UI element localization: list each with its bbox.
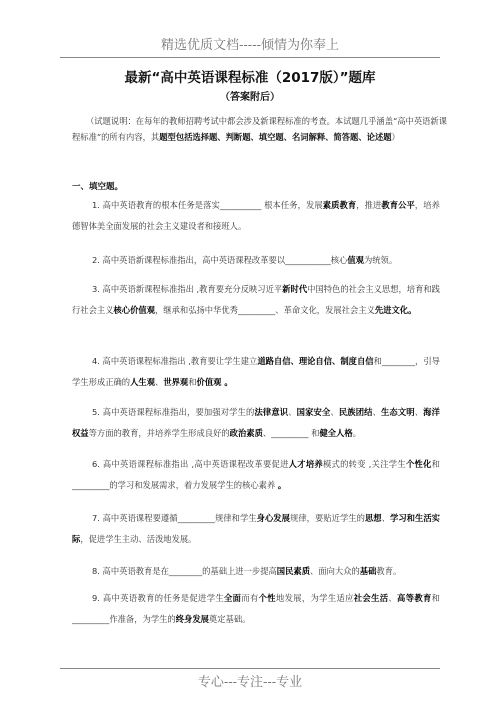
q6-text: 模式的转变 ,关注学生 xyxy=(322,459,406,469)
q8-text: 教育。 xyxy=(376,566,402,576)
q4-text: 、 xyxy=(155,377,164,387)
q3-bold: 先进文化。 xyxy=(374,305,417,315)
q5-bold: 国家安全 xyxy=(296,407,331,417)
q3-text: 中国特色的社会主义思想，培育和践行社会主义 xyxy=(72,284,440,315)
q1-text: ，培养德智体美全面发展的社会主义建设者和接班人。 xyxy=(72,200,440,231)
q1-text: ，推进 xyxy=(356,200,382,210)
q7-text: 规律，要贴近学生的 xyxy=(289,513,365,523)
q6-text: 和_________的学习和发展需求，着力发展学生的核心素养 xyxy=(72,459,440,490)
q6-text: 6. 高中英语课程标准指出 ,高中英语课程改革要促进 xyxy=(92,459,289,469)
q8-bold: 基础 xyxy=(359,566,377,576)
q4-text: 和 xyxy=(188,377,197,387)
question-2 xyxy=(72,250,440,271)
q7-text: 、 xyxy=(381,513,390,523)
section-title: 一、填空题。 xyxy=(72,182,124,192)
q5-text: 、_________ 和 xyxy=(262,428,320,438)
q5-bold: 海洋权益 xyxy=(72,407,440,438)
q4-bold: 世界观 xyxy=(163,377,189,387)
q4-text: 4. 高中英语课程标准指出 ,教育要让学生建立 xyxy=(92,356,258,366)
q5-text: 、 xyxy=(372,407,381,417)
q9-text: 和_________作准备，为学生的 xyxy=(72,593,440,624)
question-1 xyxy=(72,195,440,237)
q4-bold: 道路自信、理论自信、制度自信 xyxy=(257,356,374,366)
intro-text-end: ） xyxy=(391,132,400,142)
question-8 xyxy=(72,561,440,582)
q9-text: 地发展，为学生适应 xyxy=(275,593,354,603)
intro-text: （试题说明：在每年的教师招聘考试中都会涉及新课程标准的考查。本试题几乎涵盖“高中英语新课程标准”的所有内容，其 xyxy=(72,116,448,142)
q7-text: ，促进学生主动、活泼地发展。 xyxy=(80,534,197,544)
document-title: 最新“高中英语课程标准（2017版）”题库 xyxy=(124,70,376,86)
q5-bold: 健全人格 xyxy=(319,428,353,438)
intro-paragraph xyxy=(72,113,448,145)
q5-text: 。 xyxy=(352,428,361,438)
q9-text: 、 xyxy=(388,593,398,603)
q4-text: 和________，引导学生形成正确的 xyxy=(72,356,440,387)
question-6 xyxy=(72,454,440,496)
q1-bold: 素质教育 xyxy=(322,200,357,210)
q8-bold: 国民素质 xyxy=(276,566,310,576)
q5-bold: 政治素质 xyxy=(229,428,263,438)
q8-text: 、面向大众的 xyxy=(310,566,360,576)
q6-bold: 人才培养 xyxy=(288,459,323,469)
q8-text: 8. 高中英语教育是在________的基础上进一步提高 xyxy=(92,566,277,576)
q5-text: 5. 高中英语课程标准指出，要加强对学生的 xyxy=(92,407,255,417)
q9-bold: 终身发展 xyxy=(175,614,209,624)
q9-bold: 高等教育 xyxy=(397,593,432,603)
question-3 xyxy=(72,279,440,321)
q9-bold: 个性 xyxy=(258,593,276,603)
q2-bold: 值观 xyxy=(347,255,364,265)
q5-bold: 法律意识 xyxy=(254,407,289,417)
page-header: 精选优质文档-----倾情为你奉上 xyxy=(161,38,339,53)
q7-bold: 思想 xyxy=(364,513,382,523)
q3-bold: 核心价值观 xyxy=(113,305,155,315)
question-9 xyxy=(72,588,440,630)
q5-bold: 生态文明 xyxy=(381,407,415,417)
q3-text: ，继承和弘扬中华优秀_________、革命文化，发展社会主义 xyxy=(155,305,375,315)
intro-question-types: 题型包括选择题、判断题、填空题、名词解释、简答题、论述题 xyxy=(159,132,392,142)
question-5 xyxy=(72,402,440,444)
q7-text: 7. 高中英语课程要遵循_________规律和学生 xyxy=(92,513,257,523)
document-subtitle: （答案附后） xyxy=(220,92,280,103)
q7-bold: 身心发展 xyxy=(256,513,290,523)
q2-text: 为统领。 xyxy=(363,255,398,265)
q3-bold: 新时代 xyxy=(282,284,308,294)
q9-text: 奠定基础。 xyxy=(208,614,251,624)
footer-divider xyxy=(60,668,440,669)
page-footer: 专心---专注---专业 xyxy=(197,675,303,690)
q5-text: 、 xyxy=(288,407,297,417)
q2-text: 2. 高中英语新课程标准指出，高中英语课程改革要以___________核心 xyxy=(92,255,348,265)
q9-text: 而有 xyxy=(241,593,259,603)
q9-text: 9. 高中英语教育的任务是促进学生 xyxy=(92,593,224,603)
q9-bold: 社会生活 xyxy=(353,593,389,603)
question-7 xyxy=(72,508,440,550)
q7-bold: 学习和生活实际 xyxy=(72,513,440,544)
header-divider xyxy=(60,57,440,58)
q5-text: 等方面的教育，并培养学生形成良好的 xyxy=(88,428,230,438)
q4-bold: 。 xyxy=(221,377,233,387)
q3-text: 3. 高中英语新课程标准指出 ,教育要充分反映习近平 xyxy=(92,284,283,294)
q4-bold: 人生观 xyxy=(130,377,155,387)
q6-bold: 个性化 xyxy=(405,459,432,469)
q5-text: 、 xyxy=(330,407,339,417)
q9-bold: 全面 xyxy=(224,593,242,603)
q5-bold: 民族团结 xyxy=(338,407,373,417)
q5-text: 、 xyxy=(414,407,424,417)
q1-text: 1. 高中英语教育的根本任务是落实__________ 根本任务，发展 xyxy=(92,200,323,210)
q6-bold: 。 xyxy=(277,480,287,490)
q4-bold: 价值观 xyxy=(196,377,222,387)
q1-bold: 教育公平 xyxy=(381,200,415,210)
question-4 xyxy=(72,351,440,393)
